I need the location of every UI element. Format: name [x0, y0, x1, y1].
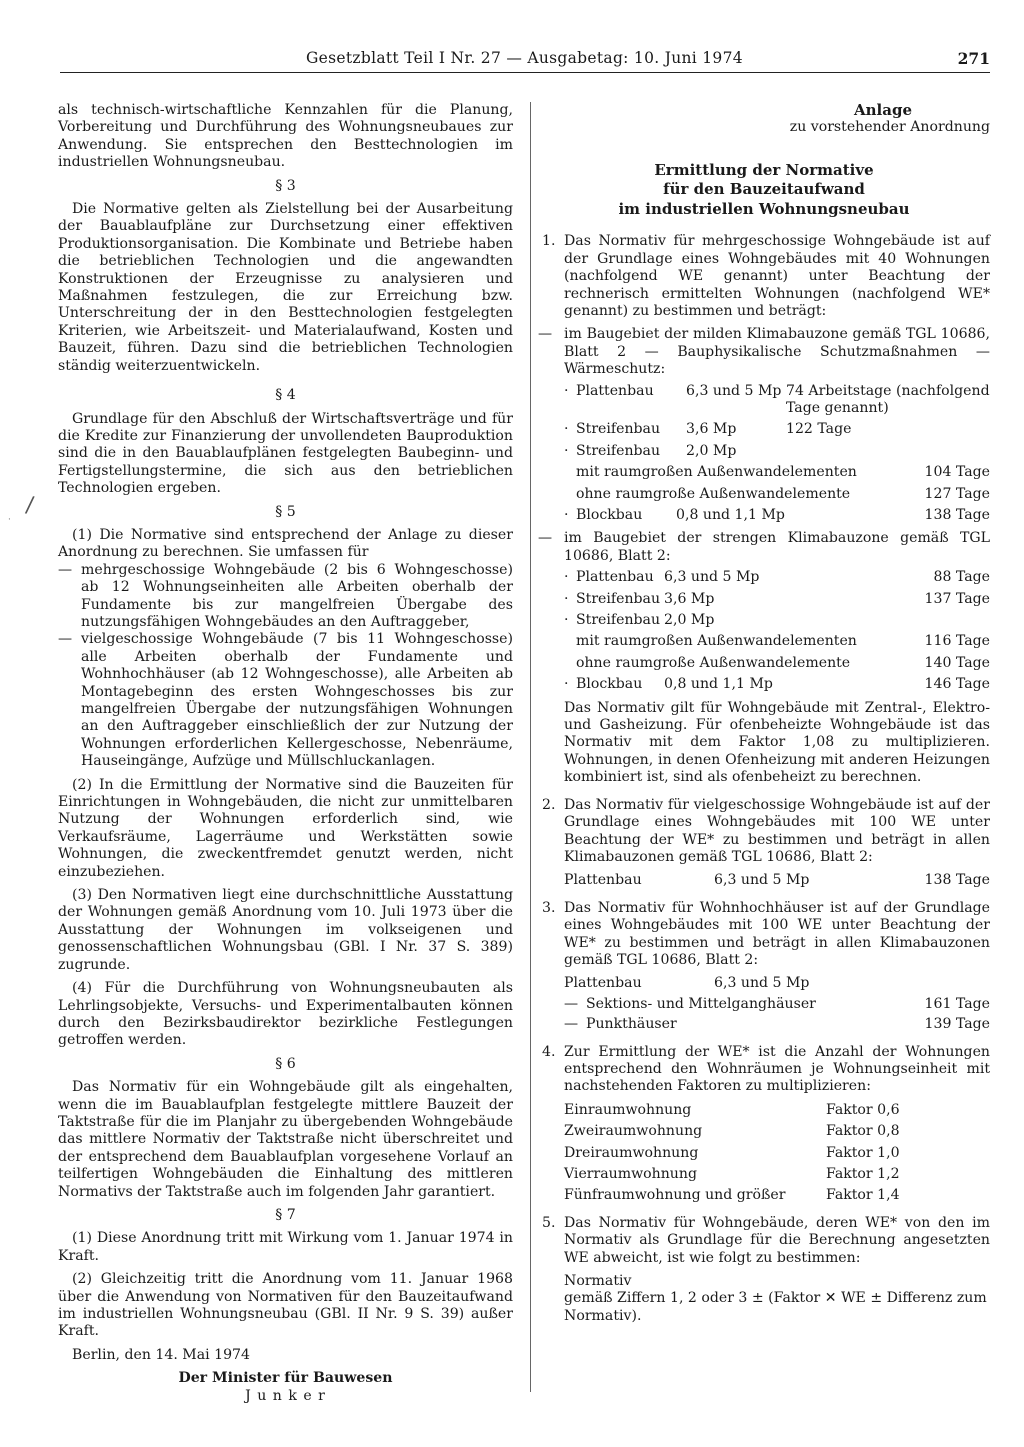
item-number: 5. [542, 1214, 556, 1231]
zone-mild [538, 326, 990, 378]
item-text: Das Normativ für mehrgeschossige Wohngebäude ist auf der Grundlage eines Wohngebäudes mit 40 Wohnungen (nachfolgend WE genannt) unter Beachtung der rechnerisch ermittelten Wohnungen (nachfolgend WE* genannt) zu bestimmen und beträgt: [564, 233, 990, 319]
annex-heading: Anlage [854, 101, 912, 119]
strong-table [538, 569, 990, 693]
table-row [564, 1166, 990, 1183]
table-row [564, 486, 990, 503]
factor-value: Faktor 1,4 [826, 1187, 900, 1204]
crane-capacity: 0,8 und 1,1 Mp [664, 676, 773, 693]
zone-strong [538, 530, 990, 565]
mild-table [538, 383, 990, 525]
section-5-heading: § 5 [275, 503, 296, 520]
paragraph-s4: Grundlage für den Abschluß der Wirtschaftsverträge und für die Kredite zur Finanzierung der unvollendeten Bauproduktion sind die in den Bauablaufplänen festgelegten Baubeginn- und Fertigstellungstermine, die sich aus den betrieblichen Technologien ergeben. [58, 410, 513, 497]
duration: 138 Tage [924, 872, 990, 889]
construction-type: Streifenbau [576, 590, 661, 607]
section-4-heading: § 4 [275, 387, 296, 404]
table-row [538, 1016, 990, 1033]
crane-capacity: 6,3 und 5 Mp [714, 975, 810, 992]
table-row [564, 464, 990, 481]
table-row [564, 443, 990, 460]
numbered-item-1 [538, 233, 990, 320]
table-row [564, 1145, 990, 1162]
construction-type: Plattenbau [564, 872, 642, 889]
numbered-item-3 [538, 900, 990, 970]
table-row [564, 569, 990, 586]
numbered-item-2 [538, 797, 990, 867]
item-number: 1. [542, 233, 556, 250]
duration: 116 Tage [924, 633, 990, 650]
margin-annotation: / [24, 492, 36, 519]
formula-line: Normativ [564, 1273, 632, 1290]
dash-marker: — [564, 1016, 579, 1033]
table-row [564, 421, 990, 438]
bullet: · [564, 569, 569, 586]
crane-capacity: 6,3 und 5 Mp [664, 569, 760, 586]
dash-marker: — [538, 326, 553, 343]
bullet: · [564, 676, 569, 693]
dash-marker: — [564, 995, 579, 1012]
formula-line: gemäß Ziffern 1, 2 oder 3 ± (Faktor ✕ WE ± Differenz zum Normativ). [564, 1290, 987, 1324]
page-header [60, 50, 990, 73]
table-row [564, 676, 990, 693]
crane-capacity: 2,0 Mp [686, 442, 737, 459]
building-type: Sektions- und Mittelganghäuser [586, 995, 816, 1012]
table-row [564, 507, 990, 524]
annex-title-line: für den Bauzeitaufwand [663, 180, 865, 199]
place-date: Berlin, den 14. Mai 1974 [72, 1346, 250, 1363]
zone-mild-text: im Baugebiet der milden Klimabauzone gemäß TGL 10686, Blatt 2 — Bauphysikalische Schutzmaßnahmen — Wärmeschutz: [564, 326, 990, 378]
right-column [538, 102, 990, 1325]
header-title: Gesetzblatt Teil I Nr. 27 — Ausgabetag: 10. Juni 1974 [306, 49, 743, 67]
paragraph-s7-1: (1) Diese Anordnung tritt mit Wirkung vom 1. Januar 1974 in Kraft. [58, 1230, 513, 1264]
crane-capacity: 6,3 und 5 Mp [714, 872, 810, 889]
section-6-heading: § 6 [275, 1055, 296, 1072]
margin-annotation-dot: · [8, 515, 11, 525]
left-column [58, 102, 513, 1405]
list-item [58, 562, 513, 632]
crane-capacity: 2,0 Mp [664, 612, 715, 629]
bullet: · [564, 442, 569, 459]
bullet: · [564, 590, 569, 607]
factor-value: Faktor 0,8 [826, 1123, 900, 1140]
apartment-type: Zweiraumwohnung [564, 1123, 703, 1140]
item-text: Das Normativ für Wohnhochhäuser ist auf der Grundlage eines Wohngebäudes mit 100 WE unter Beachtung der WE* zu bestimmen und beträgt in allen Klimabauzonen gemäß TGL 10686, Blatt 2: [564, 899, 990, 968]
apartment-type: Fünfraumwohnung und größer [564, 1187, 786, 1204]
annex-subheading: zu vorstehender Anordnung [789, 119, 990, 136]
duration: 146 Tage [924, 676, 990, 693]
construction-type: Blockbau [576, 676, 643, 693]
numbered-item-4 [538, 1044, 990, 1096]
apartment-type: Einraumwohnung [564, 1101, 692, 1118]
crane-capacity: 6,3 und 5 Mp [686, 382, 782, 399]
factor-table [538, 1102, 990, 1205]
duration: 104 Tage [924, 464, 990, 481]
list-item-text: vielgeschossige Wohngebäude (7 bis 11 Wohngeschosse) alle Arbeiten oberhalb der Fundamente und Wohnhochhäuser (ab 12 Wohngeschosse), alle Arbeiten ab Montagebeginn des ersten Wohngeschosses bis zur mangelfreien Übergabe der nutzungsfähigen Wohnungen an den Auftraggeber einschließlich der zur Nutzung der Wohnungen erforderlichen Kellergeschosse, Nebenräume, Hauseingänge, Aufzüge und Müllschluckanlagen. [81, 631, 513, 770]
annex-title [538, 161, 990, 220]
list-item [58, 631, 513, 770]
table-row [564, 1102, 990, 1119]
paragraph-s6: Das Normativ für ein Wohngebäude gilt als eingehalten, wenn die im Bauablaufplan festgelegte mittlere Bauzeit der Taktstraße für die im Planjahr zu übergebenden Wohngebäude das mittlere Normativ der Taktstraße nicht überschreitet und der entsprechend dem Bauablaufplan vorgesehene Vorlauf an teilfertigen Wohngebäuden die Einhaltung des mittleren Normativs der Taktstraße auch im folgenden Jahr garantiert. [58, 1079, 513, 1200]
table-row [564, 633, 990, 650]
apartment-type: Dreiraumwohnung [564, 1144, 699, 1161]
table-row [538, 872, 990, 889]
variant-label: mit raumgroßen Außenwandelementen [576, 464, 857, 481]
construction-type: Blockbau [576, 507, 643, 523]
annex-title-line: Ermittlung der Normative [654, 160, 874, 179]
construction-type: Streifenbau [576, 612, 661, 629]
item-text: Zur Ermittlung der WE* ist die Anzahl der Wohnungen entsprechend den Wohnräumen je Wohnungseinheit mit nachstehenden Faktoren zu multiplizieren: [564, 1043, 990, 1095]
duration: 138 Tage [924, 507, 990, 523]
duration: 140 Tage [924, 654, 990, 671]
table-row [564, 655, 990, 672]
crane-capacity: 0,8 und 1,1 Mp [676, 507, 785, 523]
duration: 122 Tage [786, 421, 852, 438]
paragraph-s5-2: (2) In die Ermittlung der Normative sind die Bauzeiten für Einrichtungen in Wohngebäuden, die nicht zur unmittelbaren Nutzung der Wohnungen erforderlich sind, wie Verkaufsräume, Lagerräume und Werkstätten sowie Wohnungen, die zweckentfremdet genutzt werden, nicht einzubeziehen. [58, 776, 513, 880]
dash-marker: — [58, 561, 73, 578]
table-row [564, 383, 990, 418]
table-row [564, 612, 990, 629]
construction-type: Plattenbau [564, 975, 642, 992]
table-row [538, 996, 990, 1013]
variant-label: mit raumgroßen Außenwandelementen [576, 633, 857, 650]
construction-type: Plattenbau [576, 569, 654, 586]
zone-strong-text: im Baugebiet der strengen Klimabauzone gemäß TGL 10686, Blatt 2: [564, 530, 990, 564]
apartment-type: Vierraumwohnung [564, 1166, 697, 1182]
paragraph-s3: Die Normative gelten als Zielstellung bei der Ausarbeitung der Bauablaufpläne zur Durchsetzung einer effektiven Produktionsorganisation. Die Kombinate und Betriebe haben die betrieblichen Technologien und die angewandten Konstruktionen der Erzeugnisse zu analysieren und Maßnahmen festzulegen, die zur Erreichung bzw. Unterschreitung der in den Besttechnologien festgelegten Kriterien, wie Arbeitszeit- und Materialaufwand, Kosten und Bauzeit, führen. Dazu sind die betrieblichen Technologien ständig weiterzuentwickeln. [58, 201, 513, 374]
item-1-note: Das Normativ gilt für Wohngebäude mit Zentral-, Elektro- und Gasheizung. Für ofenbeheizte Wohngebäude ist das Normativ mit dem Faktor 1,08 zu multiplizieren. Wohnungen, in denen Ofenheizung mit anderen Heizungen kombiniert ist, sind als ofenbeheizt zu berechnen. [564, 699, 990, 786]
variant-label: ohne raumgroße Außenwandelemente [576, 654, 851, 671]
signatory-name: J u n k e r [245, 1387, 326, 1404]
list-item-text: mehrgeschossige Wohngebäude (2 bis 6 Wohngeschosse) ab 12 Wohnungseinheiten alle Arbeiten oberhalb der Fundamente bis zur mangelfreien Übergabe des nutzungsfähigen Wohngebäudes an den Auftraggeber, [81, 561, 513, 630]
item-number: 2. [542, 796, 556, 813]
formula [538, 1273, 990, 1325]
column-divider [530, 102, 531, 1392]
numbered-item-5 [538, 1215, 990, 1267]
duration: 88 Tage [933, 569, 990, 586]
section-3-heading: § 3 [275, 177, 296, 194]
annex-title-line: im industriellen Wohnungsneubau [618, 199, 910, 218]
duration: 137 Tage [924, 590, 990, 607]
item-number: 3. [542, 899, 556, 916]
crane-capacity: 3,6 Mp [664, 590, 715, 607]
bullet: · [564, 612, 569, 629]
item-number: 4. [542, 1043, 556, 1060]
construction-type: Plattenbau [576, 382, 654, 399]
paragraph-s5-3: (3) Den Normativen liegt eine durchschnittliche Ausstattung der Wohnungen gemäß Anordnung vom 10. Juli 1973 über die Ausstattung der Wohnungen im volkseigenen und genossenschaftlichen Wohnungsbau (GBl. I Nr. 37 S. 389) zugrunde. [58, 887, 513, 973]
duration: 74 Arbeitstage (nachfolgend Tage genannt) [786, 382, 990, 416]
table-row [564, 1123, 990, 1140]
table-row [538, 975, 990, 992]
factor-value: Faktor 1,0 [826, 1144, 900, 1161]
item-text: Das Normativ für Wohngebäude, deren WE* von den im Normativ als Grundlage für die Berechnung angesetzten WE abweicht, ist wie folgt zu bestimmen: [564, 1214, 990, 1266]
factor-value: Faktor 0,6 [826, 1101, 900, 1118]
bullet: · [564, 507, 569, 523]
duration: 161 Tage [924, 995, 990, 1012]
item-text: Das Normativ für vielgeschossige Wohngebäude ist auf der Grundlage eines Wohngebäudes mit 100 WE unter Beachtung der WE* zu bestimmen und beträgt in allen Klimabauzonen gemäß TGL 10686, Blatt 2: [564, 796, 990, 865]
factor-value: Faktor 1,2 [826, 1166, 900, 1182]
construction-type: Streifenbau [576, 442, 661, 459]
signatory-title: Der Minister für Bauwesen [178, 1370, 393, 1387]
construction-type: Streifenbau [576, 421, 661, 438]
duration: 127 Tage [924, 485, 990, 502]
page-number: 271 [957, 49, 990, 68]
paragraph-s5-4: (4) Für die Durchführung von Wohnungsneubauten als Lehrlingsobjekte, Versuchs- und Experimentalbauten können durch den Bezirksbaudirektor bezirkliche Festlegungen getroffen werden. [58, 980, 513, 1049]
bullet: · [564, 382, 569, 399]
building-type: Punkthäuser [586, 1016, 677, 1033]
bullet: · [564, 421, 569, 438]
dash-marker: — [58, 631, 73, 648]
crane-capacity: 3,6 Mp [686, 421, 737, 438]
dash-marker: — [538, 530, 553, 547]
paragraph-s5-1: (1) Die Normative sind entsprechend der Anlage zu dieser Anordnung zu berechnen. Sie umfassen für [58, 526, 513, 561]
table-row [564, 1187, 990, 1204]
variant-label: ohne raumgroße Außenwandelemente [576, 485, 851, 502]
paragraph-intro: als technisch-wirtschaftliche Kennzahlen für die Planung, Vorbereitung und Durchführung des Wohnungsneubaues zur Anwendung. Sie entsprechen den Besttechnologien im industriellen Wohnungsneubau. [58, 102, 513, 171]
section-7-heading: § 7 [275, 1206, 296, 1223]
duration: 139 Tage [924, 1016, 990, 1033]
table-row [564, 591, 990, 608]
paragraph-s7-2: (2) Gleichzeitig tritt die Anordnung vom 11. Januar 1968 über die Anwendung von Normativen für den Bauzeitaufwand im industriellen Wohnungsneubau (GBl. II Nr. 9 S. 39) außer Kraft. [58, 1271, 513, 1340]
